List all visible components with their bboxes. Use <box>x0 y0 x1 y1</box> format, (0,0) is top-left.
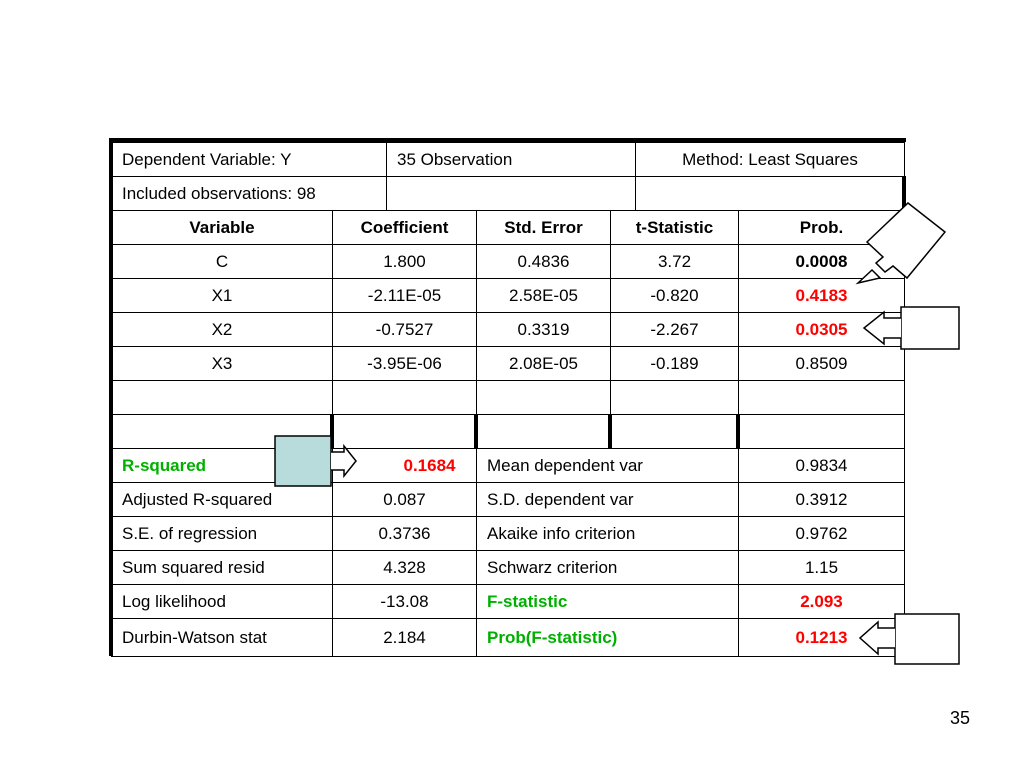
stat-label: F-statistic <box>476 584 739 619</box>
stat-label: Prob(F-statistic) <box>476 618 739 657</box>
table-row-prob: 0.0008 <box>738 244 905 279</box>
empty-cell <box>738 414 905 449</box>
table-row-variable: X2 <box>111 312 333 347</box>
empty-cell <box>610 380 739 415</box>
stat-label: Durbin-Watson stat <box>111 618 333 657</box>
table-row-std-error: 2.58E-05 <box>476 278 611 313</box>
empty-cell <box>476 414 611 449</box>
table-row-std-error: 0.3319 <box>476 312 611 347</box>
method-cell: Method: Least Squares <box>635 142 905 177</box>
table-row-t-stat: -2.267 <box>610 312 739 347</box>
table-row-coefficient: -3.95E-06 <box>332 346 477 381</box>
stat-value: -13.08 <box>332 584 477 619</box>
empty-cell <box>111 414 333 449</box>
empty-cell <box>738 380 905 415</box>
column-header-prob: Prob. <box>738 210 905 245</box>
stat-value: 0.1213 <box>738 618 905 657</box>
empty-cell <box>386 176 636 211</box>
stat-label: S.E. of regression <box>111 516 333 551</box>
stat-value: 0.9834 <box>738 448 905 483</box>
stat-value: 4.328 <box>332 550 477 585</box>
table-row-prob: 0.8509 <box>738 346 905 381</box>
stat-label: Adjusted R-squared <box>111 482 333 517</box>
table-frame-right <box>902 176 906 210</box>
stat-value: 0.1684 <box>332 448 477 483</box>
table-row-prob: 0.4183 <box>738 278 905 313</box>
thick-divider <box>474 414 478 448</box>
stat-value: 1.15 <box>738 550 905 585</box>
table-row-variable: X1 <box>111 278 333 313</box>
table-row-variable: C <box>111 244 333 279</box>
empty-cell <box>635 176 905 211</box>
stat-value: 0.3736 <box>332 516 477 551</box>
dependent-variable-cell: Dependent Variable: Y <box>111 142 387 177</box>
column-header-t-statistic: t-Statistic <box>610 210 739 245</box>
empty-cell <box>332 414 477 449</box>
stat-value: 0.087 <box>332 482 477 517</box>
table-row-t-stat: -0.820 <box>610 278 739 313</box>
table-row-std-error: 2.08E-05 <box>476 346 611 381</box>
observation-cell: 35 Observation <box>386 142 636 177</box>
table-row-coefficient: -2.11E-05 <box>332 278 477 313</box>
table-frame-left <box>109 138 113 656</box>
thick-divider <box>736 414 740 448</box>
stat-label: R-squared <box>111 448 333 483</box>
table-row-prob: 0.0305 <box>738 312 905 347</box>
thick-divider <box>330 414 334 448</box>
stat-label: Akaike info criterion <box>476 516 739 551</box>
table-row-t-stat: -0.189 <box>610 346 739 381</box>
thick-divider <box>608 414 612 448</box>
column-header-std-error: Std. Error <box>476 210 611 245</box>
empty-cell <box>332 380 477 415</box>
page-number: 35 <box>949 708 970 728</box>
stat-label: Log likelihood <box>111 584 333 619</box>
stat-label: Schwarz criterion <box>476 550 739 585</box>
table-row-variable: X3 <box>111 346 333 381</box>
stat-value: 2.093 <box>738 584 905 619</box>
table-row-t-stat: 3.72 <box>610 244 739 279</box>
table-row-std-error: 0.4836 <box>476 244 611 279</box>
empty-cell <box>476 380 611 415</box>
column-header-variable: Variable <box>111 210 333 245</box>
table-row-coefficient: -0.7527 <box>332 312 477 347</box>
table-frame-top <box>109 138 906 142</box>
stat-label: S.D. dependent var <box>476 482 739 517</box>
included-observations-cell: Included observations: 98 <box>111 176 387 211</box>
empty-cell <box>610 414 739 449</box>
stat-value: 0.9762 <box>738 516 905 551</box>
stat-value: 2.184 <box>332 618 477 657</box>
column-header-coefficient: Coefficient <box>332 210 477 245</box>
table-row-coefficient: 1.800 <box>332 244 477 279</box>
stat-label: Mean dependent var <box>476 448 739 483</box>
empty-cell <box>111 380 333 415</box>
stat-value: 0.3912 <box>738 482 905 517</box>
stat-label: Sum squared resid <box>111 550 333 585</box>
